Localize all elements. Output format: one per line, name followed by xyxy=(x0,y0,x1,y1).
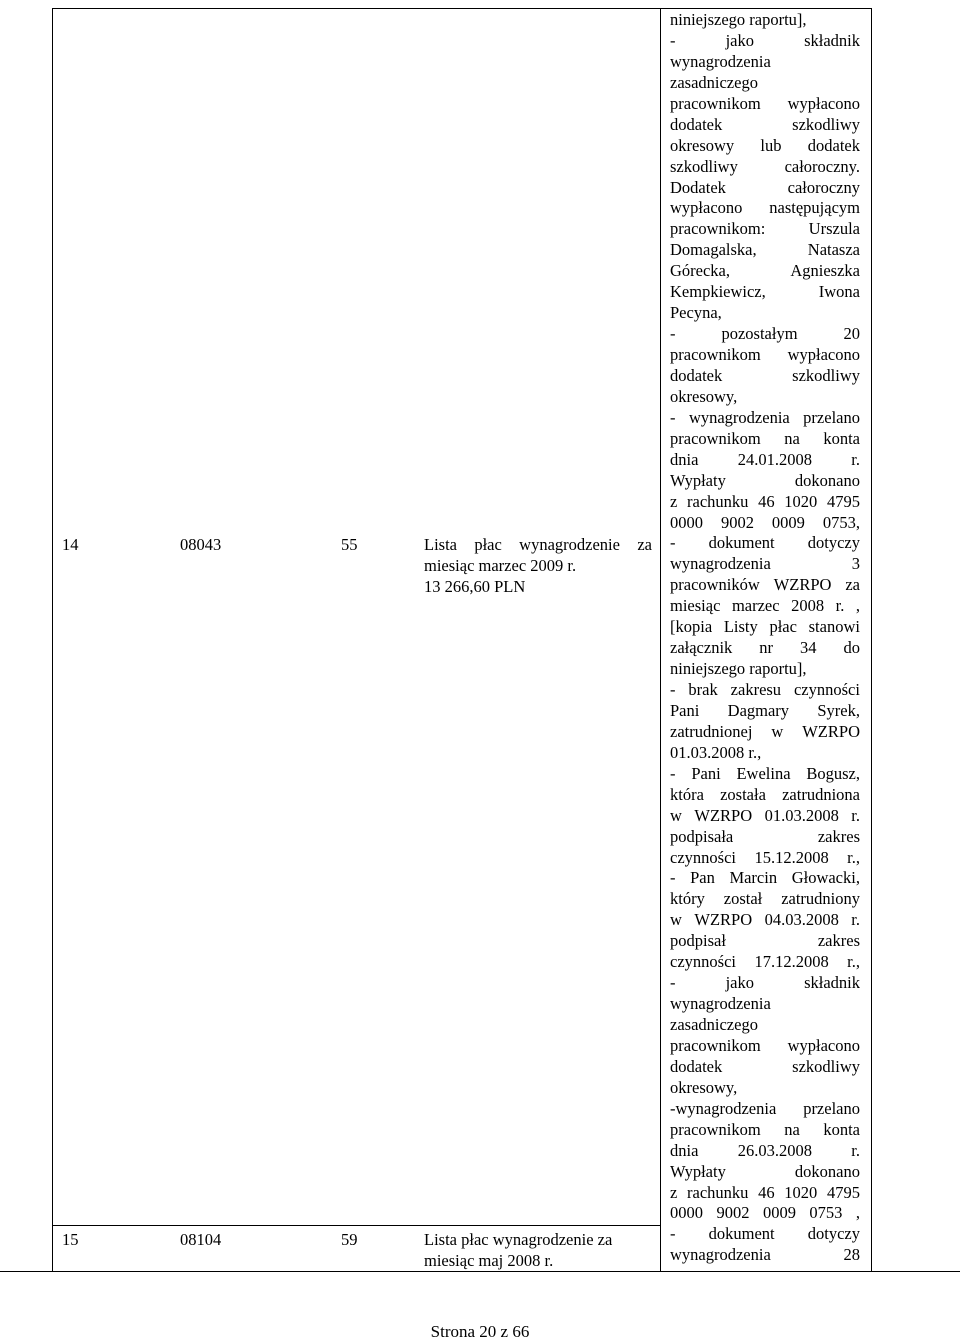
table-border-bottom xyxy=(0,1271,960,1272)
remarks-line-text: niniejszego raportu], xyxy=(670,659,807,679)
word: pracownikom: xyxy=(670,219,766,239)
remarks-line xyxy=(670,659,860,680)
word: dokonano xyxy=(794,470,860,490)
word: r., xyxy=(847,847,860,867)
remarks-line xyxy=(670,240,860,261)
word: zakresu xyxy=(730,680,782,699)
word: dodatek xyxy=(670,1056,723,1076)
remarks-line xyxy=(670,115,860,136)
remarks-line xyxy=(670,1015,860,1036)
word: w xyxy=(771,721,784,741)
remarks-line xyxy=(670,680,860,701)
word: rachunku xyxy=(687,491,749,511)
word: czynności xyxy=(793,680,860,699)
remarks-line xyxy=(670,1078,860,1099)
remarks-line-text: zasadniczego xyxy=(670,1015,758,1034)
word: WZRPO xyxy=(773,575,832,595)
word: szkodliwy xyxy=(792,365,860,385)
remarks-line xyxy=(670,387,860,408)
remarks-line xyxy=(670,1162,860,1183)
word: 0753 xyxy=(809,1203,843,1223)
remarks-line xyxy=(670,785,860,806)
word: - xyxy=(670,533,676,553)
word: Listy xyxy=(723,617,758,637)
word: który xyxy=(670,889,705,909)
remarks-line xyxy=(670,408,860,429)
word: Lista xyxy=(424,535,457,554)
word: Pani xyxy=(670,700,700,720)
word: na xyxy=(784,1119,800,1139)
remarks-line xyxy=(670,178,860,199)
remarks-line xyxy=(670,219,860,240)
word: dotyczy xyxy=(807,1224,860,1244)
word: 46 xyxy=(758,491,775,511)
word: r., xyxy=(847,952,860,972)
remarks-line xyxy=(670,533,860,554)
word: wypłacono xyxy=(787,345,860,364)
word: - xyxy=(670,324,676,344)
word: Wypłaty xyxy=(670,1161,726,1181)
remarks-line xyxy=(670,994,860,1015)
word: dodatek xyxy=(807,135,860,155)
remarks-line xyxy=(670,261,860,282)
word: z xyxy=(670,491,678,511)
remarks-line-text: wynagrodzenia xyxy=(670,51,771,71)
word: WZRPO xyxy=(694,805,753,825)
word: marzec xyxy=(731,596,780,616)
remarks-line xyxy=(670,1141,860,1162)
remarks-line xyxy=(670,952,860,973)
remarks-line xyxy=(670,848,860,869)
remarks-line xyxy=(670,136,860,157)
word: wypłacono xyxy=(787,1035,860,1055)
word: wypłacono xyxy=(670,198,743,218)
word: czynności xyxy=(670,952,736,972)
word: 20 xyxy=(843,324,860,344)
remarks-line-text: wynagrodzenia xyxy=(670,994,771,1014)
remarks-line xyxy=(670,94,860,115)
word: pracownikom xyxy=(670,1119,761,1139)
word: r. xyxy=(851,449,860,469)
word: 34 xyxy=(800,638,817,658)
word: 2008 xyxy=(791,596,825,616)
word: Wypłaty xyxy=(670,470,726,490)
word: 1020 xyxy=(784,1182,818,1202)
word: następującym xyxy=(769,198,860,218)
word: podpisała xyxy=(670,826,734,846)
word: czynności xyxy=(670,847,736,867)
word: rachunku xyxy=(687,1182,749,1202)
word: na xyxy=(784,428,800,448)
word: dodatek xyxy=(670,365,723,385)
word: dokonano xyxy=(794,1161,860,1181)
remarks-line xyxy=(670,52,860,73)
word: r. xyxy=(851,910,860,930)
word: z xyxy=(670,1182,678,1202)
remarks-line xyxy=(670,1120,860,1141)
word: za xyxy=(637,535,652,554)
word: została xyxy=(720,784,766,804)
page-footer: Strona 20 z 66 xyxy=(430,1322,530,1341)
word: -wynagrodzenia xyxy=(670,1098,777,1118)
remarks-column-text xyxy=(670,10,860,1266)
word: dotyczy xyxy=(807,533,860,553)
word: w xyxy=(670,805,682,825)
table-row-15-desc xyxy=(424,1229,652,1271)
word: która xyxy=(670,784,704,804)
word: pracowników xyxy=(670,575,760,595)
remarks-line xyxy=(670,910,860,931)
remarks-line xyxy=(670,743,860,764)
word: Syrek, xyxy=(817,700,860,720)
word: Dodatek xyxy=(670,177,726,197)
word: dnia xyxy=(670,449,699,469)
word: płac xyxy=(769,617,797,637)
remarks-line xyxy=(670,764,860,785)
word: zakres xyxy=(817,826,860,846)
word: 26.03.2008 xyxy=(737,1140,812,1160)
word: 46 xyxy=(758,1182,775,1202)
word: WZRPO xyxy=(694,910,753,930)
word: r. xyxy=(851,1140,860,1160)
word: WZRPO xyxy=(802,721,860,741)
word: zatrudniony xyxy=(781,889,860,909)
word: pracownikom xyxy=(670,1035,761,1055)
word: pracownikom xyxy=(670,428,761,448)
word: zakres xyxy=(817,931,860,951)
word: podpisał xyxy=(670,931,726,951)
remarks-line xyxy=(670,31,860,52)
word: przelano xyxy=(803,407,860,427)
table-row-15-pages: 59 xyxy=(341,1230,358,1249)
word: nr xyxy=(759,638,774,658)
word: 0000 xyxy=(670,512,703,532)
word: przelano xyxy=(803,1098,860,1118)
word: wynagrodzenia xyxy=(670,554,771,574)
remarks-line-text: okresowy, xyxy=(670,1077,738,1097)
remarks-line-text: niniejszego raportu], xyxy=(670,10,807,29)
remarks-line xyxy=(670,931,860,952)
word: Kempkiewicz, xyxy=(670,282,766,302)
word: Ewelina xyxy=(736,763,791,783)
word: 0753, xyxy=(822,512,860,532)
table-row-14-desc xyxy=(424,534,652,597)
table-border-right xyxy=(871,8,872,1271)
word: 15.12.2008 xyxy=(754,847,829,867)
word: - xyxy=(670,868,676,888)
word: wynagrodzenia xyxy=(688,407,790,427)
word: załącznik xyxy=(670,638,733,658)
table-row-14-pages: 55 xyxy=(341,535,358,554)
word: zatrudniona xyxy=(782,784,860,804)
word: szkodliwy xyxy=(792,114,860,134)
word: w xyxy=(670,910,682,930)
remarks-line xyxy=(670,1224,860,1245)
remarks-line xyxy=(670,554,860,575)
word: 4795 xyxy=(826,491,860,511)
table-row-15-number: 08104 xyxy=(180,1230,222,1249)
word: szkodliwy xyxy=(670,156,738,176)
remarks-line xyxy=(670,575,860,596)
remarks-line xyxy=(670,1203,860,1224)
table-row-15-lp: 15 xyxy=(62,1230,79,1249)
word: za xyxy=(845,575,860,595)
remarks-line xyxy=(670,701,860,722)
desc-line: miesiąc maj 2008 r. xyxy=(424,1251,554,1270)
word: 0009 xyxy=(762,1203,796,1223)
remarks-line xyxy=(670,157,860,178)
desc-line: Lista płac wynagrodzenie za xyxy=(424,1230,613,1249)
word: został xyxy=(723,889,763,909)
word: Głowacki, xyxy=(791,868,860,888)
remarks-line xyxy=(670,596,860,617)
word: 17.12.2008 xyxy=(754,952,829,972)
word: Pan xyxy=(690,868,715,888)
remarks-line xyxy=(670,1183,860,1204)
word: - xyxy=(670,763,676,783)
word: dokument xyxy=(708,533,775,553)
remarks-line xyxy=(670,1245,860,1266)
remarks-line-text: okresowy, xyxy=(670,386,738,406)
word: Pani xyxy=(691,763,721,783)
table-border-left xyxy=(52,8,53,1271)
remarks-line xyxy=(670,450,860,471)
word: dodatek xyxy=(670,114,723,134)
word: składnik xyxy=(804,30,860,50)
remarks-line xyxy=(670,722,860,743)
desc-line xyxy=(424,534,652,555)
word: Agnieszka xyxy=(790,261,860,281)
table-row-14-number: 08043 xyxy=(180,535,222,554)
remarks-line xyxy=(670,366,860,387)
remarks-line xyxy=(670,492,860,513)
remarks-line xyxy=(670,429,860,450)
word: 4795 xyxy=(826,1182,860,1202)
word: pozostałym xyxy=(721,324,798,344)
table-row-divider xyxy=(52,1225,660,1226)
remarks-line xyxy=(670,345,860,366)
word: - xyxy=(670,973,676,993)
word: 3 xyxy=(851,554,860,574)
word: Iwona xyxy=(818,282,860,302)
word: 0000 xyxy=(670,1203,703,1223)
word: konta xyxy=(823,1119,860,1139)
word: jako xyxy=(725,30,754,50)
remarks-line xyxy=(670,806,860,827)
table-row-14-lp: 14 xyxy=(62,535,79,554)
word: całoroczny. xyxy=(784,156,860,176)
remarks-line xyxy=(670,303,860,324)
word: szkodliwy xyxy=(792,1056,860,1076)
word: do xyxy=(843,638,860,658)
word: 01.03.2008 xyxy=(764,805,839,825)
table-col-divider xyxy=(660,8,661,1271)
word: płac xyxy=(474,535,502,554)
word: Górecka, xyxy=(670,261,731,281)
word: 9002 xyxy=(720,512,754,532)
word: Dagmary xyxy=(727,700,790,720)
remarks-line xyxy=(670,1057,860,1078)
word: Natasza xyxy=(807,240,860,260)
word: całoroczny xyxy=(787,177,860,197)
word: wypłacono xyxy=(787,93,860,113)
word: stanowi xyxy=(808,617,860,637)
desc-line: 13 266,60 PLN xyxy=(424,577,526,596)
word: pracownikom xyxy=(670,345,761,364)
remarks-line xyxy=(670,638,860,659)
word: dokument xyxy=(708,1224,775,1244)
word: , xyxy=(855,596,860,616)
remarks-line-text: zasadniczego xyxy=(670,72,758,92)
word: pracownikom xyxy=(670,93,761,113)
word: zatrudnionej xyxy=(670,721,753,741)
remarks-line xyxy=(670,617,860,638)
remarks-line xyxy=(670,973,860,994)
word: 9002 xyxy=(716,1203,750,1223)
word: r. xyxy=(851,805,860,825)
word: okresowy xyxy=(670,135,735,155)
word: dnia xyxy=(670,1140,699,1160)
word: 04.03.2008 xyxy=(764,910,839,930)
word: Domagalska, xyxy=(670,240,757,260)
word: jako xyxy=(725,973,754,993)
word: , xyxy=(855,1203,860,1223)
remarks-line xyxy=(670,827,860,848)
word: - xyxy=(670,407,676,427)
word: [kopia xyxy=(670,617,713,637)
word: wynagrodzenia xyxy=(670,1245,771,1265)
word: Bogusz, xyxy=(806,763,860,783)
remarks-line xyxy=(670,10,860,31)
remarks-line xyxy=(670,868,860,889)
word: miesiąc xyxy=(670,596,721,616)
desc-text xyxy=(424,534,652,555)
remarks-line xyxy=(670,282,860,303)
remarks-line-text: 01.03.2008 r., xyxy=(670,742,762,762)
word: r. xyxy=(835,596,845,616)
remarks-line xyxy=(670,471,860,492)
remarks-line xyxy=(670,889,860,910)
word: Marcin xyxy=(729,868,778,888)
remarks-line xyxy=(670,198,860,219)
word: składnik xyxy=(804,973,860,993)
remarks-line xyxy=(670,1099,860,1120)
remarks-line xyxy=(670,513,860,534)
word: Urszula xyxy=(808,219,860,239)
remarks-line xyxy=(670,324,860,345)
table-border-top xyxy=(52,8,872,9)
desc-line: miesiąc marzec 2009 r. xyxy=(424,556,577,575)
word: 0009 xyxy=(771,512,805,532)
remarks-line xyxy=(670,73,860,94)
word: brak xyxy=(688,680,718,699)
remarks-line xyxy=(670,1036,860,1057)
remarks-line-text: Pecyna, xyxy=(670,303,722,323)
word: lub xyxy=(760,135,782,155)
word: wynagrodzenie xyxy=(519,535,620,554)
word: konta xyxy=(823,428,860,448)
word: 1020 xyxy=(784,491,818,511)
word: 24.01.2008 xyxy=(737,449,812,469)
word: - xyxy=(670,680,676,699)
word: - xyxy=(670,30,676,50)
word: 28 xyxy=(843,1245,860,1265)
word: - xyxy=(670,1224,676,1244)
